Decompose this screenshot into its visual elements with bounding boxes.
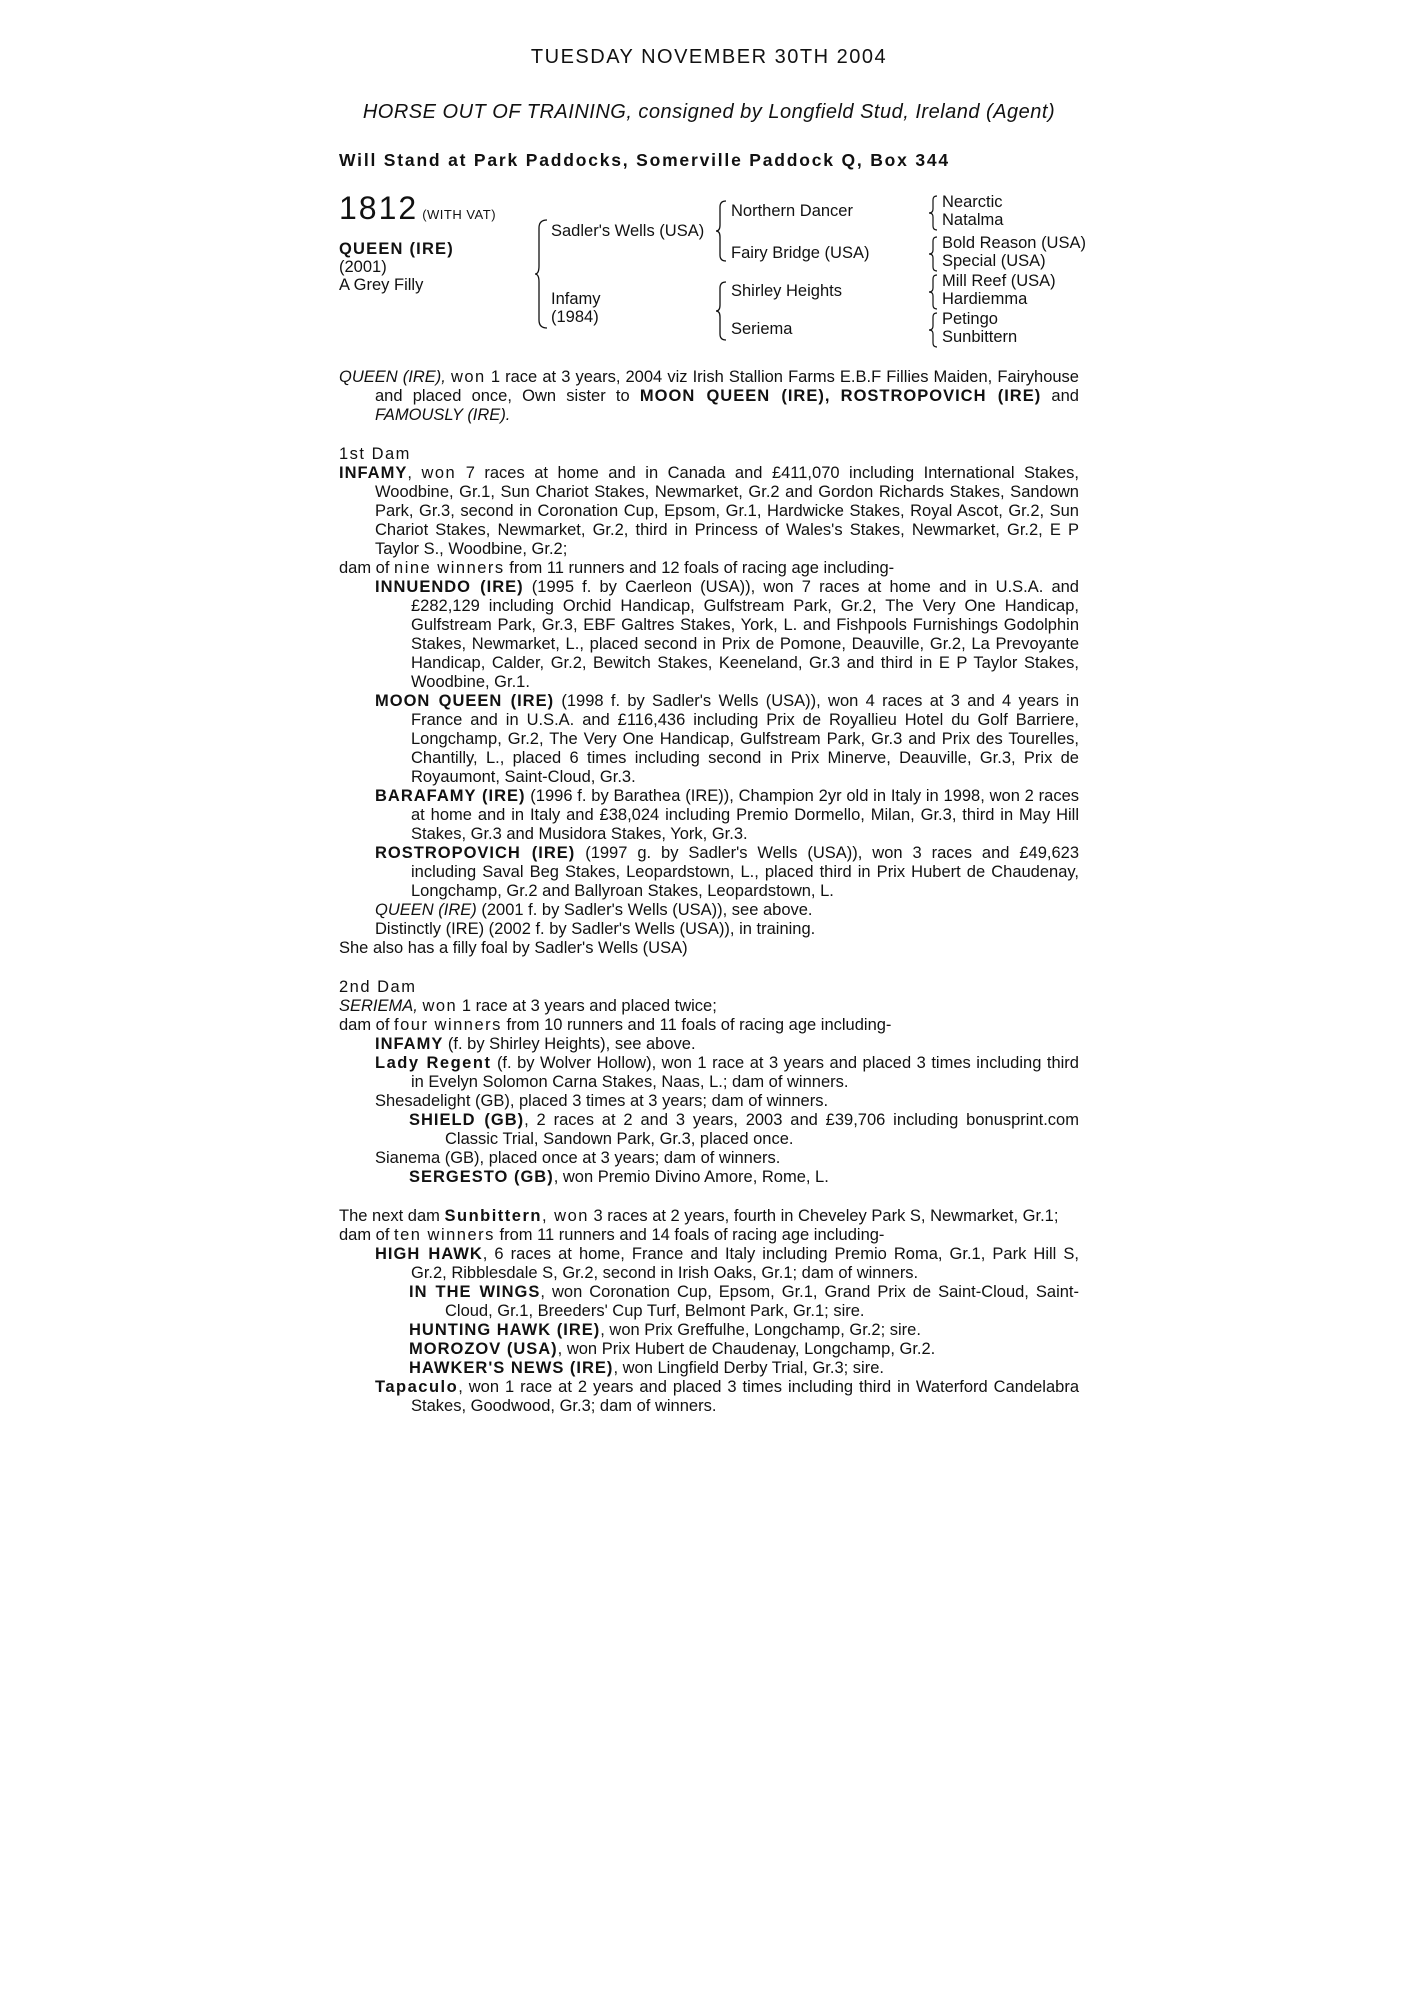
progeny-name: Lady Regent <box>375 1054 492 1072</box>
progeny-text: , won Prix Greffulhe, Longchamp, Gr.2; sire. <box>600 1321 921 1339</box>
second-dam-record <box>339 997 1079 1016</box>
progeny-name: ROSTROPOVICH (IRE) <box>375 844 576 862</box>
pedigree-brace-dam <box>716 280 728 342</box>
pedigree-brace-ds <box>929 274 939 310</box>
progeny-name: MOROZOV (USA) <box>409 1340 558 1358</box>
pedigree-dam-name: Infamy <box>551 290 601 308</box>
dam-of-suffix: from 11 runners and 12 foals of racing age including- <box>504 559 895 577</box>
progeny-text: (f. by Wolver Hollow), won 1 race at 3 years and placed 3 times including third in Evelyn Solomon Carna Stakes, Naas, L.; dam of winners. <box>411 1054 1079 1091</box>
pedigree-dam <box>551 290 601 326</box>
progeny-text: (1996 f. by Barathea (IRE)), Champion 2yr old in Italy in 1998, won 2 races at home and in Italy and £38,024 including Premio Dormello, Milan, Gr.3, third in May Hill Stakes, Gr.3 and Musidora Stakes, York, Gr.3. <box>411 787 1079 843</box>
progeny-name: IN THE WINGS <box>409 1283 541 1301</box>
second-dam-won: won <box>422 997 458 1015</box>
intro-horse-name: QUEEN (IRE), <box>339 368 446 386</box>
catalogue-body <box>339 368 1079 1416</box>
progeny-name: HAWKER'S NEWS (IRE) <box>409 1359 614 1377</box>
intro-won: won <box>450 368 486 386</box>
horse-year: (2001) <box>339 258 387 276</box>
progeny-entry <box>339 578 1079 692</box>
first-dam-text: 7 races at home and in Canada and £411,070 including International Stakes, Woodbine, Gr.1, Sun Chariot Stakes, Newmarket, Gr.2 and Gordon Richards Stakes, Sandown Park, Gr.3, second in Coronation Cup, Epsom, Gr.1, Hardwicke Stakes, Royal Ascot, Gr.2, Sun Chariot Stakes, Newmarket, Gr.2, third in Princess of Wales's Stakes, Newmarket, Gr.2, E P Taylor S., Woodbine, Gr.2; <box>375 464 1080 558</box>
intro-and: and <box>1041 387 1079 405</box>
stand-location: Will Stand at Park Paddocks, Somerville Paddock Q, Box 344 <box>339 150 950 170</box>
intro-text: 1 race at 3 years, 2004 viz Irish Stallion Farms E.B.F Fillies Maiden, Fairyhouse and placed once, Own sister to <box>375 368 1079 405</box>
pedigree-ss: Northern Dancer <box>731 202 853 220</box>
pedigree-dss: Mill Reef (USA) <box>942 272 1056 290</box>
progeny-text: (1998 f. by Sadler's Wells (USA)), won 4 races at 3 and 4 years in France and in U.S.A. and £116,436 including Prix de Royallieu Hotel du Golf Barriere, Longchamp, Gr.2, The Very One Handicap, Gulfstream Park, Gr.3 and Prix des Tourelles, Chantilly, L., placed 6 times including second in Prix Minerve, Deauville, Gr.3, Prix de Royaumont, Saint-Cloud, Gr.3. <box>411 692 1080 786</box>
progeny-text: , won Prix Hubert de Chaudenay, Longchamp, Gr.2. <box>557 1340 936 1358</box>
progeny-name: SHIELD (GB) <box>409 1111 525 1129</box>
progeny-entry <box>339 901 1079 920</box>
pedigree-sd: Fairy Bridge (USA) <box>731 244 870 262</box>
progeny-entry <box>339 1035 1079 1054</box>
next-dam-produce-summary <box>339 1226 1079 1245</box>
consignment-line: HORSE OUT OF TRAINING, consigned by Longfield Stud, Ireland (Agent) <box>362 101 1056 123</box>
grand-progeny-entry <box>339 1340 1079 1359</box>
grand-progeny-entry <box>339 1111 1079 1149</box>
pedigree-sire: Sadler's Wells (USA) <box>551 222 705 240</box>
second-dam-heading: 2nd Dam <box>339 978 417 996</box>
intro-sibling-1: MOON QUEEN (IRE), <box>639 387 831 405</box>
progeny-name: MOON QUEEN (IRE) <box>375 692 555 710</box>
pedigree-brace-dd <box>929 312 939 348</box>
next-dam-lead: The next dam <box>339 1207 445 1225</box>
next-dam-name: Sunbittern <box>444 1207 542 1225</box>
first-dam-record: INFAMY, won 7 races at home and in Canada and £411,070 including International Stakes, Woodbine, Gr.1, Sun Chariot Stakes, Newmarket, Gr.2 and Gordon Richards Stakes, Sandown Park, Gr.3, second in Coronation Cup, Epsom, Gr.1, Hardwicke Stakes, Royal Ascot, Gr.2, Sun Chariot Stakes, Newmarket, Gr.2, third in Princess of Wales's Stakes, Newmarket, Gr.2, E P Taylor S., Woodbine, Gr.2; <box>339 464 1080 558</box>
foal-note: She also has a filly foal by Sadler's Wells (USA) <box>339 939 688 957</box>
second-dam-winners: four winners <box>394 1016 502 1034</box>
pedigree-dsd: Hardiemma <box>942 290 1028 308</box>
horse-description: A Grey Filly <box>339 276 424 294</box>
progeny-name: HUNTING HAWK (IRE) <box>409 1321 601 1339</box>
progeny-text: (f. by Shirley Heights), see above. <box>443 1035 696 1053</box>
progeny-name: Tapaculo <box>375 1378 459 1396</box>
horse-identity <box>339 240 454 294</box>
pedigree-brace-ss <box>929 195 939 231</box>
pedigree-ssd: Natalma <box>942 211 1004 229</box>
sale-date: TUESDAY NOVEMBER 30TH 2004 <box>530 46 888 68</box>
first-dam-won: won <box>421 464 457 482</box>
first-dam-heading: 1st Dam <box>339 445 411 463</box>
pedigree-dam-year: (1984) <box>551 308 599 326</box>
horse-name: QUEEN (IRE) <box>339 240 454 258</box>
grand-progeny-entry <box>339 1283 1079 1321</box>
progeny-entry: Shesadelight (GB), placed 3 times at 3 years; dam of winners. <box>375 1092 829 1110</box>
progeny-name: BARAFAMY (IRE) <box>375 787 526 805</box>
progeny-text: , won Premio Divino Amore, Rome, L. <box>553 1168 829 1186</box>
progeny-name: HIGH HAWK <box>375 1245 483 1263</box>
progeny-text: , 6 races at home, France and Italy including Premio Roma, Gr.1, Park Hill S, Gr.2, Ribblesdale S, Gr.2, second in Irish Oaks, Gr.1; dam of winners. <box>411 1245 1079 1282</box>
lot-heading <box>339 190 496 227</box>
pedigree-brace-main <box>535 218 549 330</box>
progeny-entry <box>339 787 1079 844</box>
progeny-text: , 2 races at 2 and 3 years, 2003 and £39,706 including bonusprint.com Classic Trial, Sandown Park, Gr.3, placed once. <box>445 1111 1079 1148</box>
grand-progeny-entry <box>339 1168 1079 1187</box>
pedigree-brace-sire <box>716 199 728 263</box>
progeny-text: (1997 g. by Sadler's Wells (USA)), won 3 races and £49,623 including Saval Beg Stakes, Leopardstown, L., placed third in Prix Hubert de Chaudenay, Longchamp, Gr.2 and Ballyroan Stakes, Leopardstown, L. <box>411 844 1079 900</box>
pedigree-brace-sd <box>929 236 939 272</box>
progeny-name: QUEEN (IRE) <box>375 901 477 919</box>
dam-of-suffix: from 11 runners and 14 foals of racing age including- <box>494 1226 885 1244</box>
pedigree-sdd: Special (USA) <box>942 252 1046 270</box>
progeny-text: , won 1 race at 2 years and placed 3 times including third in Waterford Candelabra Stakes, Goodwood, Gr.3; dam of winners. <box>411 1378 1079 1415</box>
dam-of-prefix: dam of <box>339 559 395 577</box>
progeny-name: INNUENDO (IRE) <box>375 578 524 596</box>
intro-sibling-2: ROSTROPOVICH (IRE) <box>840 387 1042 405</box>
progeny-text: (1995 f. by Caerleon (USA)), won 7 races at home and in U.S.A. and £282,129 including Orchid Handicap, Gulfstream Park, Gr.2, The Very One Handicap, Gulfstream Park, Gr.3, EBF Galtres Stakes, York, L. and Fishpools Furnishings Godolphin Stakes, Newmarket, L., placed second in Prix de Pomone, Deauville, Gr.2, La Prevoyante Handicap, Calder, Gr.2, Bewitch Stakes, Keeneland, Gr.3 and third in E P Taylor Stakes, Woodbine, Gr.1. <box>411 578 1079 691</box>
progeny-text: , won Lingfield Derby Trial, Gr.3; sire. <box>613 1359 884 1377</box>
pedigree-dds: Petingo <box>942 310 998 328</box>
pedigree-sss: Nearctic <box>942 193 1003 211</box>
intro-paragraph <box>339 368 1079 425</box>
intro-sibling-3: FAMOUSLY (IRE). <box>375 406 511 424</box>
progeny-entry <box>339 1054 1079 1092</box>
next-dam-record <box>339 1207 1079 1226</box>
dam-of-prefix: dam of <box>339 1016 395 1034</box>
progeny-entry <box>339 844 1079 901</box>
progeny-entry: Sianema (GB), placed once at 3 years; dam of winners. <box>375 1149 781 1167</box>
dam-of-suffix: from 10 runners and 11 foals of racing age including- <box>501 1016 892 1034</box>
second-dam-name: SERIEMA, <box>339 997 418 1015</box>
first-dam-produce-summary <box>339 559 1079 578</box>
pedigree-ddd: Sunbittern <box>942 328 1018 346</box>
progeny-entry <box>339 1245 1079 1283</box>
progeny-entry <box>339 692 1079 787</box>
first-dam-name: INFAMY <box>339 464 408 482</box>
second-dam-text: 1 race at 3 years and placed twice; <box>457 997 717 1015</box>
next-dam-won: , won <box>541 1207 589 1225</box>
grand-progeny-entry <box>339 1359 1079 1378</box>
second-dam-produce-summary <box>339 1016 1079 1035</box>
progeny-name: INFAMY <box>375 1035 444 1053</box>
dam-of-prefix: dam of <box>339 1226 395 1244</box>
next-dam-text: 3 races at 2 years, fourth in Cheveley Park S, Newmarket, Gr.1; <box>588 1207 1059 1225</box>
progeny-text: , won Coronation Cup, Epsom, Gr.1, Grand Prix de Saint-Cloud, Saint-Cloud, Gr.1, Breeders' Cup Turf, Belmont Park, Gr.1; sire. <box>445 1283 1079 1320</box>
pedigree-dd: Seriema <box>731 320 793 338</box>
vat-note: (WITH VAT) <box>422 207 497 222</box>
grand-progeny-entry <box>339 1321 1079 1340</box>
progeny-entry <box>339 1378 1079 1416</box>
progeny-name: SERGESTO (GB) <box>409 1168 554 1186</box>
progeny-entry: Distinctly (IRE) (2002 f. by Sadler's Wells (USA)), in training. <box>375 920 816 938</box>
progeny-text: (2001 f. by Sadler's Wells (USA)), see above. <box>476 901 813 919</box>
next-dam-winners: ten winners <box>394 1226 495 1244</box>
pedigree-sds: Bold Reason (USA) <box>942 234 1086 252</box>
lot-number: 1812 <box>339 190 419 226</box>
pedigree-ds: Shirley Heights <box>731 282 842 300</box>
first-dam-winners: nine winners <box>394 559 505 577</box>
